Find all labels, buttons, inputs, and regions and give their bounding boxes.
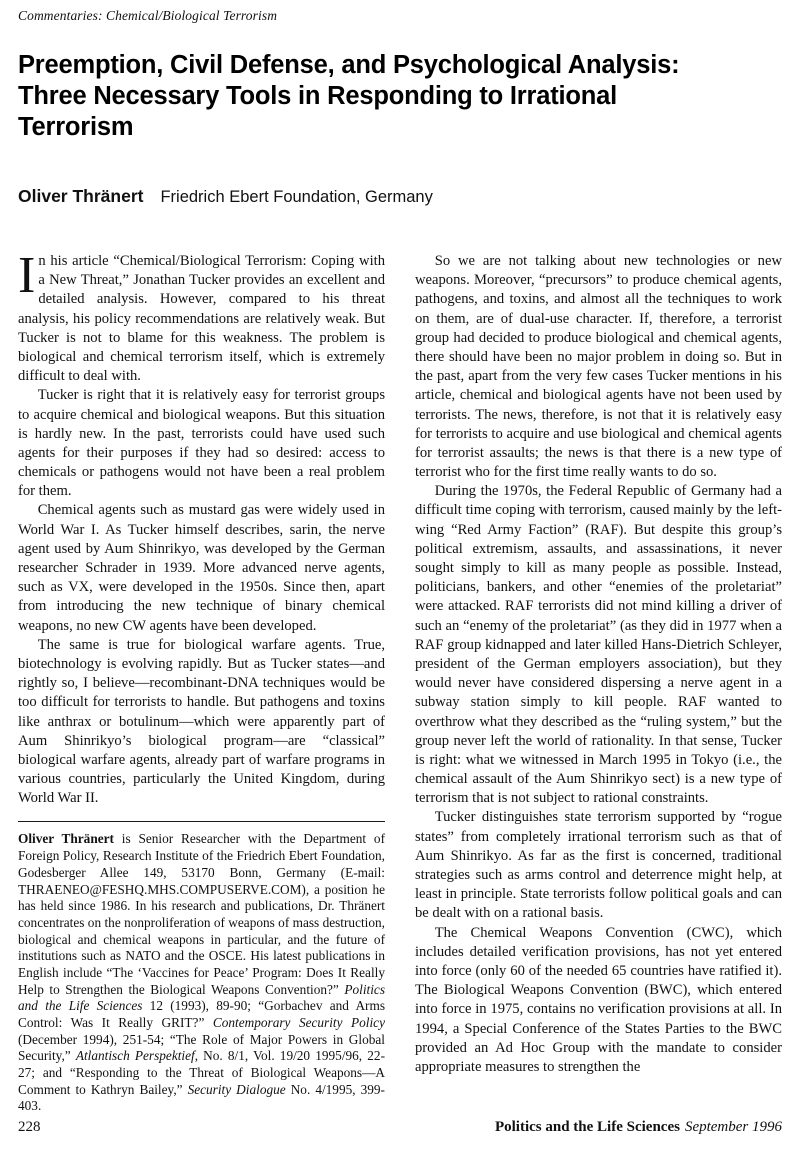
paragraph: During the 1970s, the Federal Republic of Germany had a difficult time coping with terrorism, caused mainly by the left-wing “Red Army Faction” (RAF). But despite this group’s political extremism, assaults, and assassinations, it never sought simply to kill as many people as possible. Instead, politicians, bankers, and other “enemies of the proletariat” were attacked. RAF terrorists did not mind killing a driver of such an “enemy of the proletariat” (as they did in 1977 when a RAF group kidnapped and later killed Hans-Dietrich Schleyer, president of the German employers association), but they would never have considered dispersing a nerve agent in a subway station simply to kill people. RAF wanted to overthrow what they described as the “ruling system,” but the group never left the world of rationality. In that sense, Tucker is right: what we witnessed in March 1995 in Tokyo (i.e., the chemical assault of the Aum Shinrikyo sect) is a new type of terrorism that is not subject to rational constraints. [415, 483, 782, 807]
page-number: 228 [18, 1119, 41, 1135]
bio-text-2: 12 (1993), 89-90; “Gorbachev and Arms Control: Was It Really GRIT?” [18, 998, 385, 1030]
bio-note [18, 831, 385, 1115]
footer-journal [495, 1119, 782, 1136]
drop-cap: I [18, 247, 36, 304]
bio-author-name: Oliver Thränert [18, 831, 114, 847]
byline [18, 186, 782, 208]
bio-text-5: No. 4/1995, 399-403. [18, 1081, 385, 1114]
author-affiliation: Friedrich Ebert Foundation, Germany [160, 187, 433, 206]
running-head: Commentaries: Chemical/Biological Terrorism [18, 8, 278, 23]
paragraph: So we are not talking about new technologies or new weapons. Moreover, “precursors” to produce chemical agents, pathogens, and toxins, and almost all the techniques to work on them, are of dual-use character. If, therefore, a terrorist group had decided to produce biological and chemical agents, there should have been no major problem in doing so. But in the past, apart from the very few cases Tucker mentions in his article, chemical and biological agents have not been used by terrorists. The news, therefore, is not that it is relatively easy for terrorists to acquire and use biological and chemical agents for terrorist assaults; the news is that there is a new type of terrorist who for the first time really wants to do so. [415, 253, 782, 481]
paragraph [18, 247, 385, 386]
author-name: Oliver Thränert [18, 185, 144, 206]
footer-journal-name: Politics and the Life Sciences [494, 1119, 680, 1135]
paragraph: The same is true for biological warfare agents. True, biotechnology is evolving rapidly. But as Tucker states—and rightly so, I believe—recombinant-DNA techniques would be too difficult for terrorists to handle. But pathogens and toxins like anthrax or botulinum—which were apparently part of Aum Shinrikyo’s biological program—are “classical” biological warfare agents, already part of warfare programs in various countries, particularly the United Kingdom, during World War II. [18, 636, 385, 807]
bio-italic-journal-3: Atlantisch Perspektief [75, 1048, 195, 1064]
bio-note-divider [18, 821, 385, 822]
paragraph: The Chemical Weapons Convention (CWC), which includes detailed verification provisions, has not yet entered into force (only 60 of the needed 65 countries have ratified it). The Biological Weapons Convention (BWC), which entered into force in 1975, contains no verification provisions at all. In 1994, a Special Conference of the States Parties to the BWC provided an Ad Hoc Group with the mandate to consider appropriate measures to strengthen the [415, 924, 782, 1075]
bio-italic-journal-2: Contemporary Security Policy [212, 1015, 385, 1030]
paragraph: Tucker is right that it is relatively easy for terrorist groups to acquire chemical and biological weapons. But this situation is hardly new. In the past, terrorists could have used such agents for their purposes if they had so desired: access to chemicals or pathogens would not have been a real problem for them. [18, 387, 385, 500]
bio-text-1: is Senior Researcher with the Department of Foreign Policy, Research Institute of the Friedrich Ebert Foundation, Godesberger Allee 149, 53170 Bonn, Germany (E-mail: THRAENEO@FESHQ.MHS.COMPUSERVE.COM), a position he has held since 1986. In his research and publications, Dr. Thränert concentrates on the nonproliferation of weapons of mass destruction, biological and chemical weapons in particular, and the future of institutions such as NATO and the OSCE. His latest publications in English include “The ‘Vaccines for Peace’ Program: Does It Really Help to Strengthen the Biological Weapons Convention?” [18, 831, 386, 997]
paragraph: Tucker distinguishes state terrorism supported by “rogue states” from completely irrational terrorism such as that of Aum Shinrikyo. As far as the first is concerned, traditional strategies such as arms control and deterrence might help, at least in principle. State terrorists follow political goals and can be dealt with on a rational basis. [415, 809, 782, 922]
title-line-3: Terrorism [18, 113, 134, 142]
bio-text-4: , No. 8/1, Vol. 19/20 1995/96, 22-27; and “Responding to the Threat of Biological Weapons—A Comment to Kathryn Bailey,” [18, 1048, 385, 1097]
left-column [18, 247, 386, 1115]
bio-text-3: (December 1994), 251-54; “The Role of Major Powers in Global Security,” [18, 1031, 385, 1064]
title-block [18, 50, 782, 207]
paragraph: Chemical agents such as mustard gas were widely used in World War I. As Tucker himself describes, sarin, the nerve agent used by Aum Shinrikyo, was developed by the German researcher Schrader in 1939. More advanced nerve agents, such as VX, were developed in the 1950s. Since then, apart from introducing the new technique of binary chemical weapons, no new CW agents have been developed. [18, 502, 385, 634]
page-title [18, 50, 782, 143]
bio-italic-journal-1: Politics and the Life Sciences [18, 981, 385, 1014]
paragraph-text: n his article “Chemical/Biological Terrorism: Coping with a New Threat,” Jonathan Tucker provides an excellent and detailed analysis. However, compared to his threat analysis, his policy recommendations are relatively weak. But Tucker is not to blame for this weakness. The problem is biological and chemical terrorism itself, which is extremely difficult to deal with. [18, 253, 385, 385]
body-columns [18, 247, 782, 1115]
title-line-1: Preemption, Civil Defense, and Psychological Analysis: [18, 51, 680, 80]
right-column [415, 252, 782, 1115]
title-line-2: Three Necessary Tools in Responding to Irrational [18, 82, 618, 111]
footer-issue-date: September 1996 [684, 1119, 782, 1135]
page-footer [18, 1119, 782, 1136]
bio-italic-journal-4: Security Dialogue [187, 1081, 286, 1097]
